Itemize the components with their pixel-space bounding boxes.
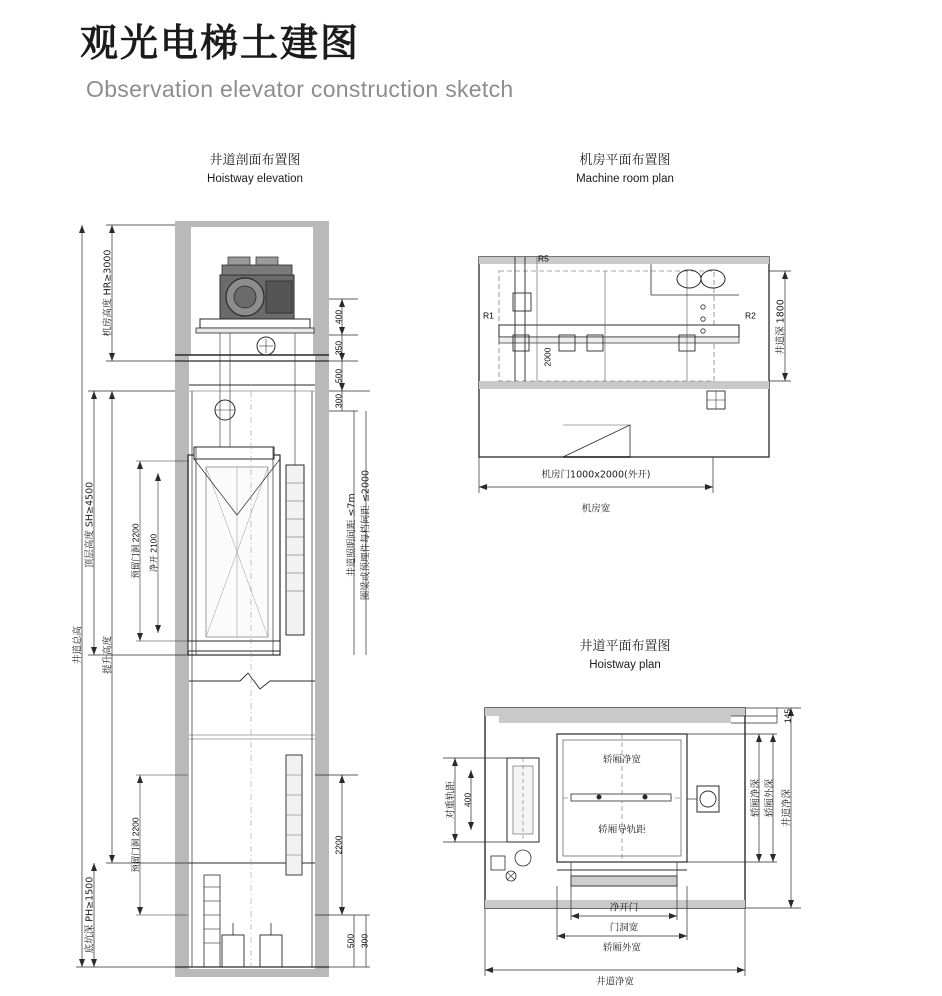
label-beam-spacing: 圈梁或预埋件每档间距 ≤2000 <box>360 469 372 601</box>
label-hoistway-depth: 井道深 1800 <box>775 299 787 355</box>
label-cwt-rail-distance: 对重轨距 <box>445 780 457 820</box>
label-mr-height: 机房高度 HR≥3000 <box>102 249 114 337</box>
caption-hoistway-elevation-en: Hoistway elevation <box>207 172 303 185</box>
caption-hoistway-plan-cn: 井道平面布置图 <box>579 639 671 654</box>
label-mr-door: 机房门1000x2000(外开) <box>541 469 651 481</box>
label-dim-2000: 2000 <box>542 347 553 367</box>
caption-machine-room-plan <box>520 152 730 188</box>
label-dim-500b: 500 <box>345 933 356 949</box>
label-r1: R1 <box>483 310 494 321</box>
caption-machine-room-plan-cn: 机房平面布置图 <box>579 153 671 168</box>
page-title-en: Observation elevator construction sketch <box>86 76 514 102</box>
caption-hoistway-plan <box>520 638 730 674</box>
label-car-outer-depth: 轿厢外深 <box>764 778 776 818</box>
label-door-opening-width: 门洞宽 <box>609 922 639 934</box>
label-dim-500a: 500 <box>333 368 344 384</box>
label-hoistway-clear-depth: 井道净深 <box>781 788 793 828</box>
label-dim-350: 350 <box>333 340 344 356</box>
label-r2: R2 <box>745 310 756 321</box>
label-door-clear-top: 净开 2100 <box>148 533 159 573</box>
label-dim-300a: 300 <box>333 393 344 409</box>
label-r5: R5 <box>538 253 549 264</box>
caption-machine-room-plan-en: Machine room plan <box>576 172 674 185</box>
label-hoistway-clear-width: 井道净宽 <box>595 976 635 988</box>
label-pit-depth: 底坑深 PH≥1500 <box>84 876 96 954</box>
caption-hoistway-plan-en: Hoistway plan <box>589 658 661 671</box>
label-lighting-spacing: 井道照明间距 ≤7m <box>346 493 358 577</box>
label-car-clear-depth: 轿厢净深 <box>750 778 762 818</box>
label-dim-400: 400 <box>333 309 344 325</box>
label-dim-300b: 300 <box>359 933 370 949</box>
page-title-cn: 观光电梯土建图 <box>80 21 361 65</box>
label-door-reserve-bottom: 预留门洞 2200 <box>130 817 141 873</box>
label-clear-door: 净开门 <box>609 902 639 914</box>
label-dim-2200: 2200 <box>333 835 344 855</box>
label-car-outer-width: 轿厢外宽 <box>602 942 642 954</box>
caption-hoistway-elevation <box>150 152 360 188</box>
label-mr-width: 机房宽 <box>581 503 611 515</box>
label-total-height: 井道总高 <box>72 625 84 665</box>
machine-room-plan-drawing <box>455 235 815 535</box>
hoistway-plan-drawing <box>425 690 825 990</box>
elevation-dimension-labels <box>70 215 390 985</box>
label-travel-height: 提升高度 <box>102 635 114 675</box>
label-car-rail-distance: 轿厢导轨距 <box>598 824 646 836</box>
label-car-clear-width: 轿厢净宽 <box>602 754 642 766</box>
caption-hoistway-elevation-cn: 井道剖面布置图 <box>209 153 301 168</box>
label-top-height: 顶层高度 SH≥4500 <box>84 481 96 569</box>
label-hw-dim-400: 400 <box>462 792 473 808</box>
label-door-reserve-top: 预留门洞 2200 <box>130 523 141 579</box>
label-dim-145: 145 <box>782 708 793 724</box>
